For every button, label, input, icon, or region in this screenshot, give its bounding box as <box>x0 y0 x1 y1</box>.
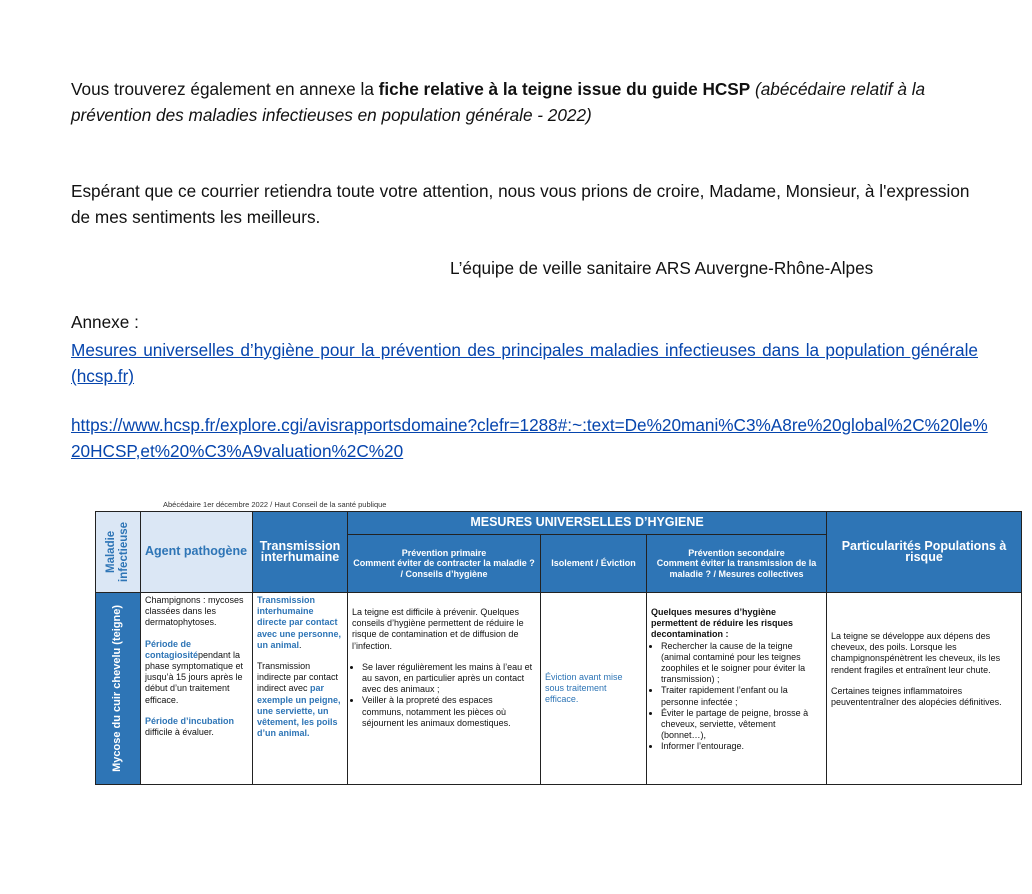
header-transmission: Transmission interhumaine <box>253 512 348 593</box>
closing-paragraph: Espérant que ce courrier retiendra toute votre attention, nous vous prions de croire, Madame, Monsieur, à l'expression de mes sentiments les meilleurs. <box>71 181 970 227</box>
header-mesures: MESURES UNIVERSELLES D’HYGIENE <box>348 512 827 535</box>
agent-cell: Champignons : mycoses classées dans les dermatophytoses. Période de contagiositépendant la phase symptomatique et jusqu’à 15 jours après le début d’un traitement efficace. Période d’incubation difficile à évaluer. <box>141 593 253 785</box>
header-agent: Agent pathogène <box>141 512 253 593</box>
header-isolement: Isolement / Éviction <box>541 534 647 592</box>
table-caption: Abécédaire 1er décembre 2022 / Haut Conseil de la santé publique <box>163 500 387 509</box>
particularites-cell: La teigne se développe aux dépens des cheveux, des poils. Lorsque les champignonspénètrent les cheveux, ils les rendent fragiles et entraînent leur chute. Certaines teignes inflammatoires peuvententraîner des alopécies définitives. <box>827 593 1022 785</box>
annex-bold-text: fiche relative à la teigne issue du guide HCSP <box>378 79 751 99</box>
hcsp-url-link-text[interactable]: https://www.hcsp.fr/explore.cgi/avisrapportsdomaine?clefr=1288#:~:text=De%20mani%C3%A8re%20global%2C%20le%20HCSP,et%20%C3%A9valuation%2C%20 <box>71 415 988 461</box>
list-item: • Veiller à la propreté des espaces communs, notamment les pièces où séjournent les animaux domestiques. <box>362 695 536 729</box>
transmission-cell: Transmission interhumaine directe par contact avec une personne, un animal. Transmission indirecte par contact indirect avec par exemple un peigne, une serviette, un vêtement, les poils d’un animal. <box>253 593 348 785</box>
signature: L’équipe de veille sanitaire ARS Auvergne-Rhône-Alpes <box>450 258 874 278</box>
header-prevention-secondaire: Prévention secondaire Comment éviter la transmission de la maladie ? / Mesures collectives <box>647 534 827 592</box>
header-particularites: Particularités Populations à risque <box>827 512 1022 593</box>
list-item: • Traiter rapidement l’enfant ou la personne infectée ; <box>661 685 822 707</box>
list-item: • Éviter le partage de peigne, brosse à cheveux, serviette, vêtement (bonnet…), <box>661 708 822 742</box>
list-item: • Rechercher la cause de la teigne (animal contaminé pour les teignes zoophiles et le soigner pour éviter la transmission) ; <box>661 641 822 686</box>
hcsp-url-link[interactable] <box>71 412 991 464</box>
maladie-cell: Mycose du cuir chevelu (teigne) <box>96 593 141 785</box>
prevention-secondaire-cell: Quelques mesures d’hygiène permettent de réduire les risques decontamination : • Rechercher la cause de la teigne (animal contaminé pour les teignes zoophiles et le soigner pour éviter la transmission) ; • Traiter rapidement l’enfant ou la personne infectée ; • Éviter le partage de peigne, brosse à cheveux, serviette, vêtement (bonnet…), • Informer l’entourage. <box>647 593 827 785</box>
annex-italic-text: (abécédaire relatif à la prévention des maladies infectieuses en population générale - 2022) <box>71 79 926 125</box>
hcsp-measures-link-text[interactable]: Mesures universelles d’hygiène pour la prévention des principales maladies infectieuses dans la population générale (hcsp.fr) <box>71 340 978 386</box>
hcsp-measures-link[interactable] <box>71 337 978 389</box>
isolement-cell: Éviction avant mise sous traitement efficace. <box>541 593 647 785</box>
annex-paragraph <box>71 76 981 128</box>
prevention-primaire-cell: La teigne est difficile à prévenir. Quelques conseils d’hygiène permettent de réduire le risque de contamination et de diffusion de l’infection. • Se laver régulièrement les mains à l’eau et au savon, en particulier après un contact avec des animaux ; • Veiller à la propreté des espaces communs, notamment les pièces où séjournent les animaux domestiques. <box>348 593 541 785</box>
annex-text: Vous trouverez également en annexe la <box>71 79 379 99</box>
list-item: • Se laver régulièrement les mains à l’eau et au savon, en particulier après un contact avec des animaux ; <box>362 662 536 696</box>
annexe-label: Annexe : <box>71 312 139 332</box>
header-prevention-primaire: Prévention primaire Comment éviter de contracter la maladie ? / Conseils d’hygiène <box>348 534 541 592</box>
list-item: • Informer l’entourage. <box>661 741 822 752</box>
hygiene-table <box>95 511 1022 785</box>
header-maladie: Maladie infectieuse <box>96 512 141 593</box>
